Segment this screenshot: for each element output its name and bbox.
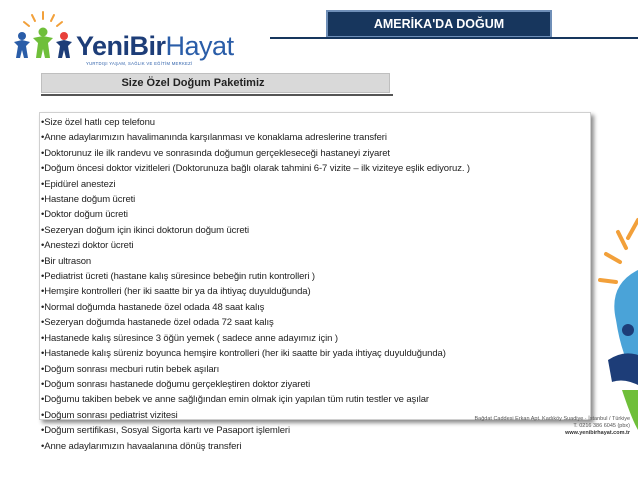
list-item: • Bir ultrason [41,254,470,269]
page-banner: AMERİKA'DA DOĞUM [326,10,552,38]
list-item: • Doğum sonrası mecburi rutin bebek aşıları [41,362,470,377]
footer-address: Bağdat Caddesi Erkan Apt. Kadıköy Suadiye · İstanbul / Türkiye [474,416,630,422]
list-item: • Hastane doğum ücreti [41,192,470,207]
section-title: Size Özel Doğum Paketimiz [41,73,390,93]
package-items-list [41,115,470,454]
list-item: • Epidürel anestezi [41,177,470,192]
section-title-underline [41,94,393,96]
list-item: • Hemşire kontrolleri (her iki saatte bir ya da ihtiyaç duyulduğunda) [41,284,470,299]
list-item: • Hastanede kalış süreniz boyunca hemşire kontrolleri (her iki saatte bir yada ihtiyaç duyulduğunda) [41,346,470,361]
list-item: • Pediatrist ücreti (hastane kalış süresince bebeğin rutin kontrolleri ) [41,269,470,284]
list-item: • Doğum sonrası hastanede doğumu gerçekleştiren doktor ziyareti [41,377,470,392]
list-item: • Sezeryan doğumda hastanede özel odada 72 saat kalış [41,315,470,330]
logo-people-icon [8,10,78,62]
list-item: • Doktorunuz ile ilk randevu ve sonrasında doğumun gerçekleseceği hastaneyi ziyaret [41,146,470,161]
list-item: • Normal doğumda hastanede özel odada 48 saat kalış [41,300,470,315]
list-item: • Anestezi doktor ücreti [41,238,470,253]
logo-wordmark [76,31,234,62]
footer-contact [430,416,630,438]
footer-url: www.yenibirhayat.com.tr [565,430,630,437]
list-item: • Doktor doğum ücreti [41,207,470,222]
logo-text-light: Hayat [165,31,234,61]
footer-phone: T. 0216 386 6045 (pbx) [573,423,630,430]
header-divider [270,37,638,39]
list-item: • Anne adaylarımızın havalimanında karşılanması ve konaklama adreslerine transferi [41,130,470,145]
list-item: • Sezeryan doğum için ikinci doktorun doğum ücreti [41,223,470,238]
list-item: • Doğum sertifikası, Sosyal Sigorta kartı ve Pasaport işlemleri [41,423,470,438]
list-item: • Doğum öncesi doktor vizitleleri (Doktorunuza bağlı olarak tahmini 6-7 vizite – ilk viziteye eşlik ediyoruz. ) [41,161,470,176]
list-item: • Doğum sonrası pediatrist vizitesi [41,408,470,423]
list-item: • Anne adaylarımızın havaalanına dönüş transferi [41,439,470,454]
list-item: • Doğumu takiben bebek ve anne sağlığından emin olmak için yapılan tüm rutin testler ve aşılar [41,392,470,407]
list-item: • Size özel hatlı cep telefonu [41,115,470,130]
logo-tagline: YURTDIŞI YAŞAM, SAĞLIK VE EĞİTİM MERKEZİ [86,61,193,66]
logo-text-bold: YeniBir [76,31,166,61]
company-logo [8,10,270,66]
list-item: • Hastanede kalış süresince 3 öğün yemek ( sadece anne adayımız için ) [41,331,470,346]
